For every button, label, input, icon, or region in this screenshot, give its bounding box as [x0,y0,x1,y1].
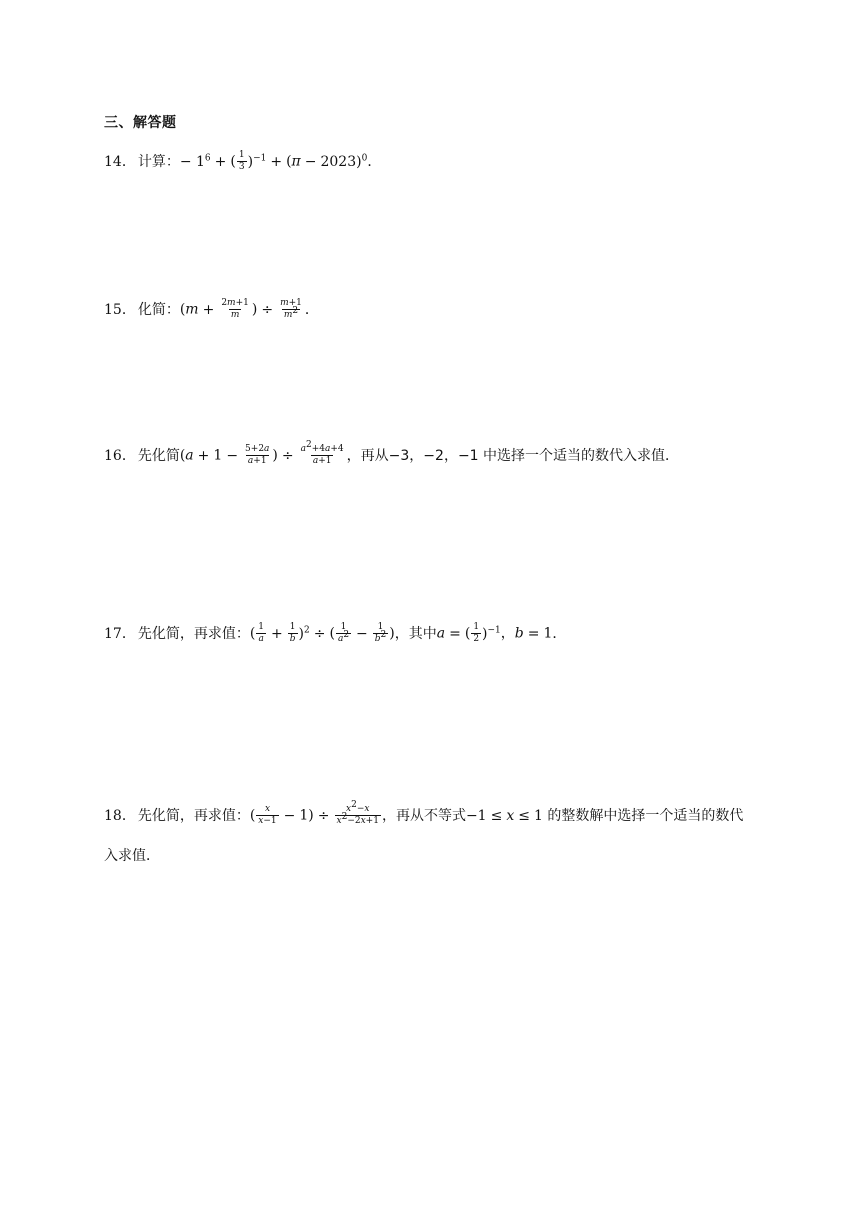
problem-18-line2: 入求值． [104,848,160,864]
problem-14 [104,150,381,173]
math-expression: − $1^6$ + ( $\frac{1}{3}$ )$^{-1} + (\pi - 2023)^0$ [179,150,368,172]
problem-17 [104,622,566,645]
problem-18 [104,800,744,827]
problem-16 [104,440,680,467]
problem-number: 14． [104,153,136,170]
math-condition: a = ( $\frac{1}{2}$ )$^{-1}$，b = 1 [436,622,553,644]
math-expression: (a + 1 − $\frac{5+2a}{a+1}$ ) ÷ $\frac{a^2+4a+4}{a+1}$ [179,440,344,466]
problem-number: 17． [104,625,136,642]
math-expression: ( $\frac{x}{x-1}$ − 1) ÷ $\frac{x^2-x}{x^2-2x+1}$ [249,800,379,826]
problem-prefix: 计算： [137,153,180,170]
problem-number: 16． [104,447,136,464]
problem-prefix: 化简： [137,301,180,318]
math-inequality: −1 ≤ x ≤ 1 [465,807,543,824]
math-expression: (m + $\frac{2m+1}{m}$ ) ÷ $\frac{m+1}{m^2}$ [179,298,302,320]
problem-suffix: ． [552,625,567,642]
math-expression: ( $\frac{1}{a}$ + $\frac{1}{b}$ )$^2$ ÷ ( $\frac{1}{a^2}$ − $\frac{1}{b^2}$ ) [249,622,395,644]
problem-prefix: 先化简，再求值： [137,807,250,824]
problem-suffix: ． [304,301,319,318]
problem-prefix: 先化简 [137,447,180,464]
problem-suffix: ． [367,153,382,170]
problem-number: 15． [104,301,136,318]
problem-15 [104,298,319,321]
problem-suffix: 的整数解中选择一个适当的数代 [547,807,744,824]
section-title: 三、解答题 [104,115,177,131]
problem-number: 18． [104,807,136,824]
problem-prefix: 先化简，再求值： [137,625,250,642]
problem-middle: ，其中 [394,625,437,642]
problem-suffix: ，再从−3，−2，−1 中选择一个适当的数代入求值． [346,447,680,464]
problem-middle: ，再从不等式 [381,807,466,824]
